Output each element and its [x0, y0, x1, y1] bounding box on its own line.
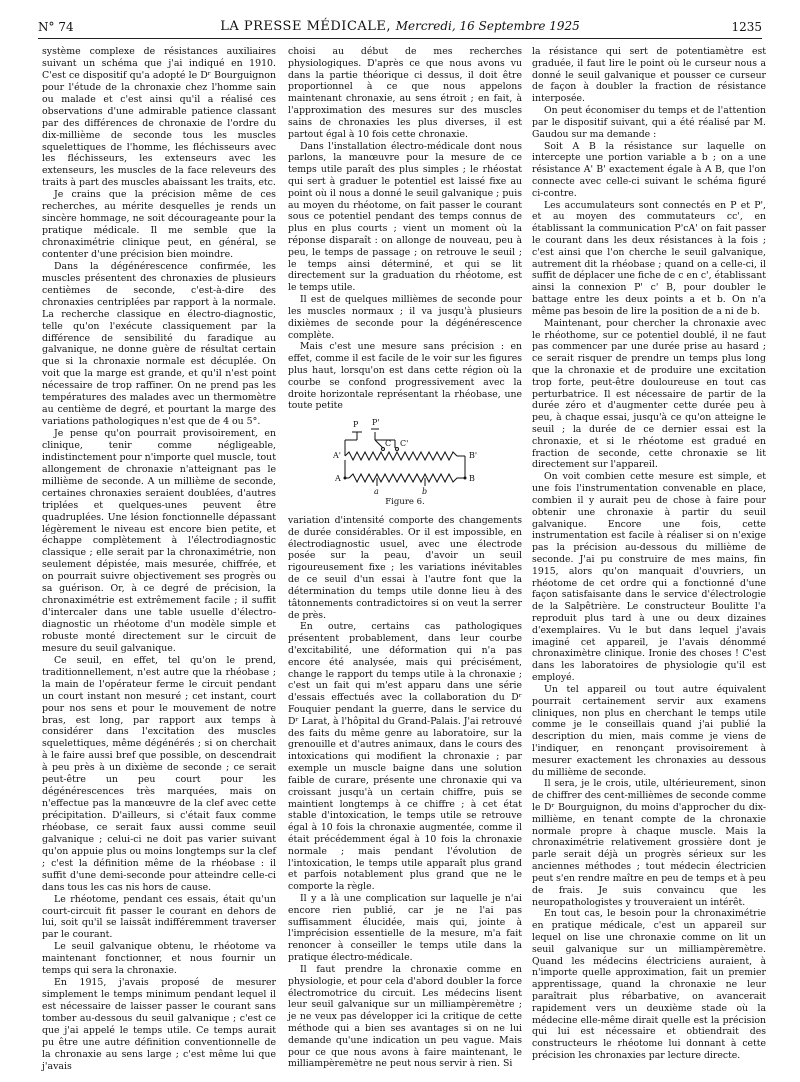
paragraph: En tout cas, le besoin pour la chronaximétrie en pratique médicale, c'est un appareil sur lequel on lise une chronaxie comme on lit un seuil galvanique sur un milliampèremètre. Quand les médecins électriciens auraient, à n'importe quelle approximation, fait un premier apprentissage, quand la chronaxie ne leur paraîtrait plus rébarbative, on avancerait rapidement vers un deuxième stade où la médecine elle-même dirait quelle est la précision qui lui est nécessaire et obtiendrait des constructeurs le rhéotome lui donnant à cette précision les chronaxies par lecture directe. [532, 908, 766, 1062]
paragraph: Il faut prendre la chronaxie comme en physiologie, et pour cela d'abord doubler la force électromotrice du circuit. Les médecins lisent leur seuil galvanique sur un milliampèremètre ; je ne veux pas développer ici la critique de cette méthode qui a bien ses avantages si on ne lui demande qu'une indication un peu vague. Mais pour ce que nous avons à faire maintenant, le milliampèremètre ne peut nous servir à rien. Si [288, 963, 522, 1070]
page-number: 1235 [731, 20, 762, 34]
label-c: C [385, 439, 392, 449]
column-3 [532, 46, 766, 1062]
paragraph: En 1915, j'avais proposé de mesurer simplement le temps minimum pendant lequel il est nécessaire de laisser passer le courant sans tomber au-dessous du seuil galvanique ; c'est ce que j'ai appelé le temps utile. Ce temps aurait pu être une autre définition conventionnelle de la chronaxie au sens large ; c'est même lui que j'avais [42, 977, 276, 1072]
label-b-prime: B' [469, 451, 478, 461]
column-2 [288, 46, 522, 1070]
paragraph: choisi au début de mes recherches physiologiques. D'après ce que nous avons vu dans la partie théorique ci dessus, il doit être proportionnel à ce que nous appelons maintenant chronaxie, au sens étroit ; en fait, à l'approximation des mesures sur des muscles sains de chronaxies les plus diverses, il est partout égal à 10 fois cette chronaxie. [288, 46, 522, 140]
paragraph: Il y a là une complication sur laquelle je n'ai encore rien publié, car je ne l'ai pas suffisamment élucidée, mais qui, jointe à l'imprécision essentielle de la mesure, m'a fait renoncer à conseiller le temps utile dans la pratique électro-médicale. [288, 893, 522, 964]
label-b-small: b [422, 487, 428, 497]
label-a-small: a [374, 487, 379, 497]
label-a: A [335, 474, 341, 484]
column-1 [42, 46, 276, 1073]
paragraph: Il est de quelques millièmes de seconde pour les muscles normaux ; il va jusqu'à plusieurs dixièmes de seconde pour la dégénérescence complète. [288, 294, 522, 341]
paragraph: Mais c'est une mesure sans précision : en effet, comme il est facile de le voir sur les figures plus haut, lorsqu'on est dans cette région où la courbe se confond progressivement avec la droite horizontale représentant la rhéobase, une toute petite [288, 341, 522, 412]
issue-number: N° 74 [38, 20, 74, 34]
label-p-prime: P' [372, 418, 380, 428]
paragraph: On voit combien cette mesure est simple, et une fois l'instrumentation convenable en place, combien il y aurait peu de chose à faire pour obtenir une chronaxie à partir du seuil galvanique. Encore une fois, cette instrumentation est facile à réaliser si on n'exige pas la précision au-dessous du millième de seconde. J'ai pu construire de mes mains, fin 1915, alors qu'on manquait d'ouvriers, un rhéotome de cet ordre qui a fonctionné d'une façon satisfaisante dans le service d'électrologie de la Salpêtrière. Le constructeur Boulitte l'a reproduit plus tard à une ou deux dizaines d'exemplaires. Vu le but dans lequel j'avais imaginé cet appareil, je l'avais dénommé chronaximètre clinique. Ironie des choses ! C'est dans les laboratoires de physiologie qu'il est employé. [532, 471, 766, 684]
paragraph: Je pense qu'on pourrait provisoirement, en clinique, tenir comme négligeable, indistinctement pour n'importe quel muscle, tout allongement de chronaxie n'atteignant pas le millième de seconde. A un millième de seconde, certaines chronaxies seraient doublées, d'autres triplées et quelques-unes peuvent être quadruplées. Une lésion fonctionnelle dépassant légèrement le niveau est encore bien petite, et échappe complètement à l'électrodiagnostic classique ; elle serait par la chronaximétrie, non seulement dépistée, mais mesurée, chiffrée, et on pourrait suivre objectivement ses progrès ou sa guérison. Or, à ce degré de précision, la chronaximétrie est extrêmement facile ; il suffit d'intercaler dans une table usuelle d'électro-diagnostic un rhéotome d'un modèle simple et robuste monté directement sur le circuit de mesure du seuil galvanique. [42, 428, 276, 654]
paragraph: Le seuil galvanique obtenu, le rhéotome va maintenant fonctionner, et nous fournir un temps qui sera la chronaxie. [42, 941, 276, 977]
paragraph: En outre, certains cas pathologiques présentent probablement, dans leur courbe d'excitabilité, une déformation qui n'a pas encore été analysée, mais qui précisément, change le rapport du temps utile à la chronaxie ; c'est un fait qui m'est apparu dans une série d'essais effectués avec la collaboration du Dʳ Fouquier pendant la guerre, dans le service du Dʳ Larat, à l'hôpital du Grand-Palais. J'ai retrouvé des faits du même genre au laboratoire, sur la grenouille et d'autres animaux, dans le cours des intoxications qui modifient la chronaxie ; par exemple un muscle baigne dans une solution faible de curare, présente une chronaxie qui va croissant jusqu'à un certain chiffre, puis se maintient longtemps à ce chiffre ; à cet état stable d'intoxication, le temps utile se retrouve égal à 10 fois la chronaxie augmentée, comme il était précédemment égal à 10 fois la chronaxie normale ; mais pendant l'évolution de l'intoxication, le temps utile apparaît plus grand et parfois notablement plus grand que ne le comporte la règle. [288, 621, 522, 893]
paragraph: Le rhéotome, pendant ces essais, était qu'un court-circuit fit passer le courant en dehors de lui, soit qu'il se laissât indifféremment traverser par le courant. [42, 893, 276, 941]
paragraph: Je crains que la précision même de ces recherches, au mérite desquelles je rends un sincère hommage, ne soit décourageante pour la pratique médicale. Il me semble que la chronaximétrie clinique peut, en général, se contenter d'une précision bien moindre. [42, 189, 276, 260]
paragraph: Il sera, je le crois, utile, ultérieurement, sinon de chiffrer des cent-millièmes de seconde comme le Dʳ Bourguignon, du moins d'approcher du dix-millième, en tenant compte de la chronaxie normale propre à chaque muscle. Mais la chronaximétrie relativement grossière dont je parle serait déjà un progrès sérieux sur les anciennes méthodes ; tout médecin électricien peut s'en rendre maître en peu de temps et à peu de frais. Je suis convaincu que les neuropathologistes y trouveraient un intérêt. [532, 778, 766, 908]
page-header [38, 16, 762, 39]
label-b: B [469, 474, 475, 484]
paragraph: On peut économiser du temps et de l'attention par le dispositif suivant, qui a été réalisé par M. Gaudou sur ma demande : [532, 105, 766, 140]
paragraph: système complexe de résistances auxiliaires suivant un schéma que j'ai indiqué en 1910. C'est ce dispositif qu'a adopté le Dʳ Bourguignon pour l'étude de la chronaxie chez l'homme sain ou malade et c'est ainsi qu'il a réalisé ces observations d'une admirable patience classant par des différences de chronaxie de l'ordre du dix-millième de seconde tous les muscles squelettiques de l'homme, les fléchisseurs avec les fléchisseurs, les extenseurs avec les extenseurs, les muscles de la face releveurs des traits à part des muscles abaissant les traits, etc. [42, 46, 276, 189]
paragraph: la résistance qui sert de potentiamètre est graduée, il faut lire le point où le curseur nous a donné le seuil galvanique et pousser ce curseur de façon à doubler la fraction de résistance interposée. [532, 46, 766, 105]
circuit-figure [288, 418, 522, 509]
label-a-prime: A' [333, 451, 341, 461]
paragraph: Soit A B la résistance sur laquelle on intercepte une portion variable a b ; on a une résistance A' B' exactement égale à A B, que l'on connecte avec celle-ci suivant le schéma figuré ci-contre. [532, 140, 766, 199]
paragraph: Maintenant, pour chercher la chronaxie avec le rhéothome, sur ce potentiel doublé, il ne faut pas commencer par une durée prise au hasard ; ce serait risquer de prendre un temps plus long que la chronaxie et de produire une excitation trop forte, peut-être douloureuse en tout cas perturbatrice. Il est nécessaire de partir de la durée zéro et d'augmenter cette durée peu à peu, à chaque essai, jusqu'à ce qu'on atteigne le seuil ; la durée de ce dernier essai est la chronaxie, et si le rhéotome est gradué en fraction de seconde, cette chronaxie se lit directement sur l'appareil. [532, 317, 766, 471]
paragraph: Dans l'installation électro-médicale dont nous parlons, la manœuvre pour la mesure de ce temps utile paraît des plus simples ; le rhéostat qui sert à graduer le potentiel est laissé fixe au point où il nous a donné le seuil galvanique ; puis au moyen du rhéotome, on fait passer le courant sous ce potentiel pendant des temps connus de plus en plus courts ; vient un moment où la réponse disparaît : on allonge de nouveau, peu à peu, le temps de passage ; on retrouve le seuil ; le temps ainsi déterminé, et qui se lit directement sur la graduation du rhéotome, est le temps utile. [288, 140, 522, 294]
paragraph: Dans la dégénérescence confirmée, les muscles présentent des chronaxies de plusieurs centièmes de seconde, c'est-à-dire des chronaxies centriplées par rapport à la normale. La recherche classique en électro-diagnostic, telle qu'on l'exécute classiquement par la différence de sensibilité du faradique au galvanique, ne donne guère de résultat certain que si la chronaxie normale est décuplée. On voit que la marge est grande, et qu'il n'est point nécessaire de trop raffiner. On ne prend pas les températures des malades avec un thermomètre au centième de degré, et pourtant la marge des variations pathologiques n'est que de 4 ou 5°. [42, 260, 276, 428]
label-c-prime: C' [400, 439, 409, 449]
journal-title [38, 19, 762, 34]
journal-name: LA PRESSE MÉDICALE, [220, 19, 392, 34]
figure-caption: Figure 6. [385, 497, 425, 508]
paragraph: Les accumulateurs sont connectés en P et P', et au moyen des commutateurs cc', en établissant la communication P'cA' on fait passer le courant dans les deux résistances à la fois ; c'est ainsi que l'on cherche le seuil galvanique, autrement dit la rhéobase ; quand on a celle-ci, il suffit de déplacer une fiche de c en c', établissant ainsi la connexion P' c' B, pour doubler le battage entre les deux points a et b. On n'a même pas besoin de lire la position de a ni de b. [532, 199, 766, 317]
paragraph: Un tel appareil ou tout autre équivalent pourrait certainement servir aux examens cliniques, non plus en cherchant le temps utile comme je le conseillais quand j'ai publié la description du mien, mais comme je viens de l'indiquer, en renonçant provisoirement à mesurer exactement les chronaxies au dessous du millième de seconde. [532, 683, 766, 778]
label-p: P [353, 420, 359, 430]
paragraph: Ce seuil, en effet, tel qu'on le prend, traditionnellement, n'est autre que la rhéobase ; la main de l'opérateur ferme le circuit pendant un court instant non mesuré ; cet instant, court pour nos sens et pour le mouvement de notre bras, est long, par rapport aux temps à considérer dans l'excitation des muscles squelettiques, même dégénérés ; si on cherchait à le faire aussi bref que possible, on descendrait à peu près à un dixième de seconde ; ce serait peut-être un peu court pour les dégénérescences très marquées, mais on n'effectue pas la manœuvre de la clef avec cette précipitation. D'ailleurs, si c'était faux comme rhéobase, ce serait faux aussi comme seuil galvanique ; celui-ci ne doit pas varier suivant qu'on appuie plus ou moins longtemps sur la clef ; c'est la définition même de la rhéobase : il suffit d'une demi-seconde pour atteindre celle-ci dans tous les cas nis hors de cause. [42, 654, 276, 893]
issue-date: Mercredi, 16 Septembre 1925 [395, 19, 580, 33]
circuit-diagram [305, 418, 505, 496]
paragraph: variation d'intensité comporte des changements de durée considérables. Or il est impossible, en électrodiagnostic usuel, avec une électrode posée sur la peau, d'avoir un seuil rigoureusement fixe ; les variations inévitables de ce seuil d'un essai à l'autre font que la détermination du temps utile donne lieu à des tâtonnements contradictoires si on veut la serrer de près. [288, 515, 522, 621]
